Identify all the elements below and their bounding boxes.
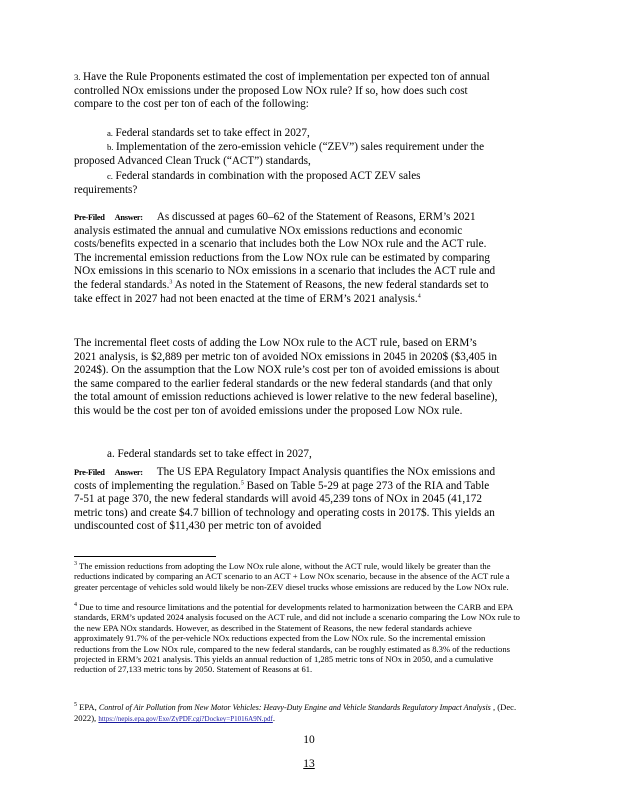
footnote-5 (74, 702, 520, 725)
footnote-date: , (Dec. 2022), (74, 702, 517, 724)
subheading-a: a. Federal standards set to take effect in 2027, (107, 448, 312, 460)
item-text: Federal standards set to take effect in 2027, (115, 127, 310, 139)
footnote-mark: 5 (74, 702, 77, 709)
question-item-c (74, 170, 434, 197)
answer-text: The US EPA Regulatory Impact Analysis quantifies the NOx emissions and costs of implementing the regulation. (74, 466, 496, 492)
footnote-separator (74, 556, 216, 557)
footnote-text: Due to time and resource limitations and the potential for developments related to harmonization between the CARB and EPA standards, ERM’s updated 2024 analysis focused on the ACT rule, and did not include a scenario comparing the Low NOx rule to the new EPA NOx standards. However, as described in the Statement of Reasons, the new federal standards achieve approximately 91.7% of the per-vehicle NOx reductions expected from the Low NOx rule. So the incremental emission reductions from the Low NOx rule, compared to the new federal standards, can be roughly estimated as 8.3% of the reductions projected in ERM’s 2021 analysis. This yields an annual reduction of 1,285 metric tons of NOx in 2050, and a cumulative reduction of 27,133 metric tons by 2050. Statement of Reasons at 61. (74, 602, 520, 675)
answer-2 (74, 466, 500, 534)
question-text: Have the Rule Proponents estimated the cost of implementation per expected ton of annual controlled NOx emissions under the proposed Low NOx rule? If so, how does such cost compare to the cost per ton of each of the following: (74, 71, 490, 111)
footnote-end: . (272, 713, 275, 724)
item-label: c. (107, 171, 113, 181)
question-3 (74, 71, 500, 112)
answer-tag: Pre-Filed (74, 468, 105, 477)
answer-label: Answer: (114, 468, 143, 477)
footnote-title: Control of Air Pollution from New Motor Vehicles: Heavy-Duty Engine and Vehicle Standards Regulatory Impact Analysis (98, 703, 491, 712)
question-item-b (74, 141, 504, 168)
page-number: 10 (303, 734, 315, 746)
cost-paragraph: The incremental fleet costs of adding the Low NOx rule to the ACT rule, based on ERM’s 2021 analysis, is $2,889 per metric ton of avoided NOx emissions in 2045 in 2020$ ($3,405 in 2024$). On the assumption that the Low NOX rule’s cost per ton of avoided emissions is about the same compared to the earlier federal standards or the new federal standards (and that only the total amount of emission reductions achieved is lower relative to the new federal baseline), this would be the cost per ton of avoided emissions under the proposed Low NOx rule. (74, 337, 500, 417)
footnote-ref-4: 4 (417, 292, 421, 299)
footnote-agency: EPA, (79, 702, 97, 712)
footnote-mark: 3 (74, 561, 77, 568)
item-label: a. (107, 128, 113, 138)
item-text: Federal standards in combination with the proposed ACT ZEV sales requirements? (74, 170, 421, 196)
question-item-a (107, 127, 503, 141)
answer-label: Answer: (114, 213, 143, 222)
answer-tag: Pre-Filed (74, 213, 105, 222)
answer-text-cont: Based on Table 5-29 at page 273 of the RIA and Table 7-51 at page 370, the new federal standards will avoid 45,239 tons of NOx in 2045 (41,172 metric tons) and create $4.7 billion of technology and operating costs in 2017$. This yields an undiscounted cost of $11,430 per metric ton of avoided (74, 479, 495, 533)
page-number-secondary (0, 758, 618, 770)
footnote-mark: 4 (74, 602, 77, 609)
footnote-link[interactable]: https://nepis.epa.gov/Exe/ZyPDF.cgi?Dockey=P1016A9N.pdf (98, 715, 273, 724)
answer-text: As discussed at pages 60–62 of the Statement of Reasons, ERM’s 2021 analysis estimated the annual and cumulative NOx emissions reductions and economic costs/benefits expected in a scenario that includes both the Low NOx rule and the ACT rule. The incremental emission reductions from the Low NOx rule can be estimated by comparing NOx emissions in this scenario to NOx emissions in a scenario that includes the ACT rule and the federal standards. (74, 211, 496, 291)
page-number-2: 13 (303, 758, 315, 770)
item-label: b. (107, 142, 114, 152)
footnote-ref-3: 3 (169, 279, 173, 286)
answer-text-cont: As noted in the Statement of Reasons, the new federal standards set to take effect in 2027 had not been enacted at the time of ERM’s 2021 analysis. (74, 278, 489, 305)
footnote-ref-5: 5 (240, 479, 244, 486)
item-text: Implementation of the zero-emission vehicle (“ZEV”) sales requirement under the proposed Advanced Clean Truck (“ACT”) standards, (74, 141, 485, 167)
footnote-4 (74, 602, 520, 675)
answer-1 (74, 211, 500, 306)
footnote-text: The emission reductions from adopting the Low NOx rule alone, without the ACT rule, would likely be greater than the reductions indicated by comparing an ACT scenario to an ACT + Low NOx scenario, because in the absence of the ACT rule a greater percentage of vehicles sold would likely be non-ZEV diesel trucks whose emissions are reduced by the Low NOx rule. (74, 561, 510, 592)
footnote-3 (74, 561, 520, 592)
question-number: 3. (74, 72, 81, 82)
